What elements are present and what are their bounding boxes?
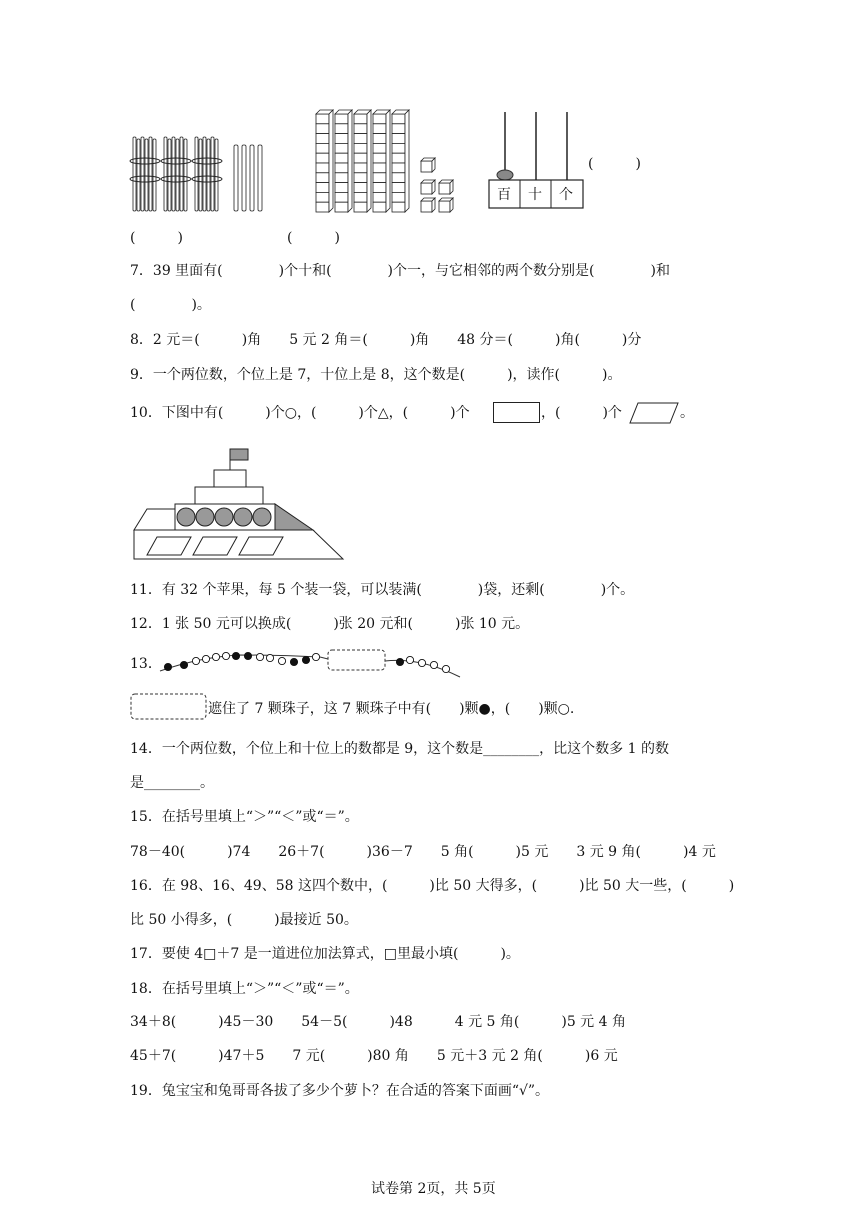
ten-block-tower — [373, 110, 390, 212]
question-10-part-b: ，( )个 — [541, 405, 622, 421]
unit-cube — [421, 158, 435, 172]
question-16-line1: 16．在 98、16、49、58 这四个数中，( )比 50 大得多，( )比 50 大一些，( ) — [130, 878, 735, 894]
loose-stick — [242, 145, 246, 211]
white-bead — [442, 665, 449, 672]
bundled-sticks-figure — [130, 135, 270, 215]
question-10-part-a: 10．下图中有( )个○，( )个△，( )个 — [130, 405, 470, 421]
porthole-circle — [215, 508, 233, 526]
white-bead — [212, 653, 219, 660]
white-bead — [266, 654, 273, 661]
black-bead — [164, 663, 171, 670]
stick-bundle — [192, 137, 222, 211]
loose-stick — [234, 145, 238, 211]
abacus-answer-blank: ( ) — [588, 156, 641, 172]
white-bead — [256, 653, 263, 660]
question-12: 12．1 张 50 元可以换成( )张 20 元和( )张 10 元。 — [130, 616, 530, 632]
unit-cube — [439, 180, 453, 194]
unit-cube — [421, 198, 435, 212]
porthole-circle — [177, 508, 195, 526]
blocks-answer-blank: ( ) — [287, 230, 340, 246]
loose-stick — [258, 145, 262, 211]
black-bead — [244, 652, 251, 659]
white-bead — [430, 661, 437, 668]
black-bead — [290, 658, 297, 665]
abacus-label-ones: 个 — [559, 187, 573, 203]
question-11: 11．有 32 个苹果，每 5 个装一袋，可以装满( )袋，还剩( )个。 — [130, 582, 635, 598]
white-bead — [406, 656, 413, 663]
page-footer: 试卷第 2页，共 5页 — [371, 1181, 496, 1197]
black-bead — [302, 656, 309, 663]
question-7-line1: 7．39 里面有( )个十和( )个一，与它相邻的两个数分别是( )和 — [130, 263, 670, 279]
white-bead — [192, 657, 199, 664]
abacus-label-hundreds: 百 — [497, 187, 511, 203]
covered-box-icon — [130, 693, 210, 721]
question-18-row1: 34＋8( )45－30 54－5( )48 4 元 5 角( )5 元 4 角 — [130, 1014, 626, 1030]
question-15-row: 78－40( )74 26＋7( )36－7 5 角( )5 元 3 元 9 角( )4 元 — [130, 844, 716, 860]
question-15-stem: 15．在括号里填上“＞”“＜”或“＝”。 — [130, 809, 359, 825]
unit-cube — [421, 180, 435, 194]
cube-blocks-figure — [312, 110, 462, 215]
question-14-line1: 14．一个两位数，个位上和十位上的数都是 9，这个数是________，比这个数多 1 的数 — [130, 741, 669, 757]
porthole-circle — [196, 508, 214, 526]
abacus-bead — [497, 170, 513, 180]
question-19: 19．兔宝宝和兔哥哥各拔了多少个萝卜？在合适的答案下面画“√”。 — [130, 1083, 550, 1099]
stick-bundle — [130, 137, 160, 211]
ship-figure — [133, 445, 348, 565]
porthole-circle — [253, 508, 271, 526]
question-13-number: 13． — [130, 656, 162, 672]
black-bead — [396, 658, 403, 665]
stick-bundle — [161, 137, 191, 211]
unit-cube — [439, 198, 453, 212]
question-9: 9．一个两位数，个位上是 7，十位上是 8，这个数是( )，读作( )。 — [130, 367, 622, 383]
loose-stick — [250, 145, 254, 211]
question-8: 8．2 元＝( )角 5 元 2 角＝( )角 48 分＝( )角( )分 — [130, 332, 642, 348]
white-bead — [418, 659, 425, 666]
black-bead — [180, 661, 187, 668]
black-bead — [232, 652, 239, 659]
white-bead — [312, 653, 319, 660]
question-7-line2: ( )。 — [130, 297, 211, 313]
white-bead — [278, 657, 285, 664]
rectangle-shape-icon — [493, 402, 541, 424]
white-bead — [202, 655, 209, 662]
question-10-part-c: 。 — [680, 405, 694, 421]
covered-beads-box — [328, 650, 385, 670]
abacus-label-tens: 十 — [528, 187, 542, 203]
parallelogram-shape-icon — [630, 402, 680, 424]
ten-block-tower — [335, 110, 352, 212]
ten-block-tower — [354, 110, 371, 212]
sticks-answer-blank: ( ) — [130, 230, 183, 246]
question-13-text: 遮住了 7 颗珠子，这 7 颗珠子中有( )颗●，( )颗○. — [208, 701, 575, 717]
question-16-line2: 比 50 小得多，( )最接近 50。 — [130, 912, 358, 928]
question-18-row2: 45＋7( )47＋5 7 元( )80 角 5 元＋3 元 2 角( )6 元 — [130, 1048, 618, 1064]
bead-string-figure — [160, 645, 460, 685]
question-14-line2: 是________。 — [130, 775, 214, 791]
porthole-circle — [234, 508, 252, 526]
ten-block-tower — [316, 110, 333, 212]
question-18-stem: 18．在括号里填上“＞”“＜”或“＝”。 — [130, 981, 359, 997]
white-bead — [222, 652, 229, 659]
ten-block-tower — [392, 110, 409, 212]
question-17: 17．要使 4□＋7 是一道进位加法算式，□里最小填( )。 — [130, 946, 520, 962]
